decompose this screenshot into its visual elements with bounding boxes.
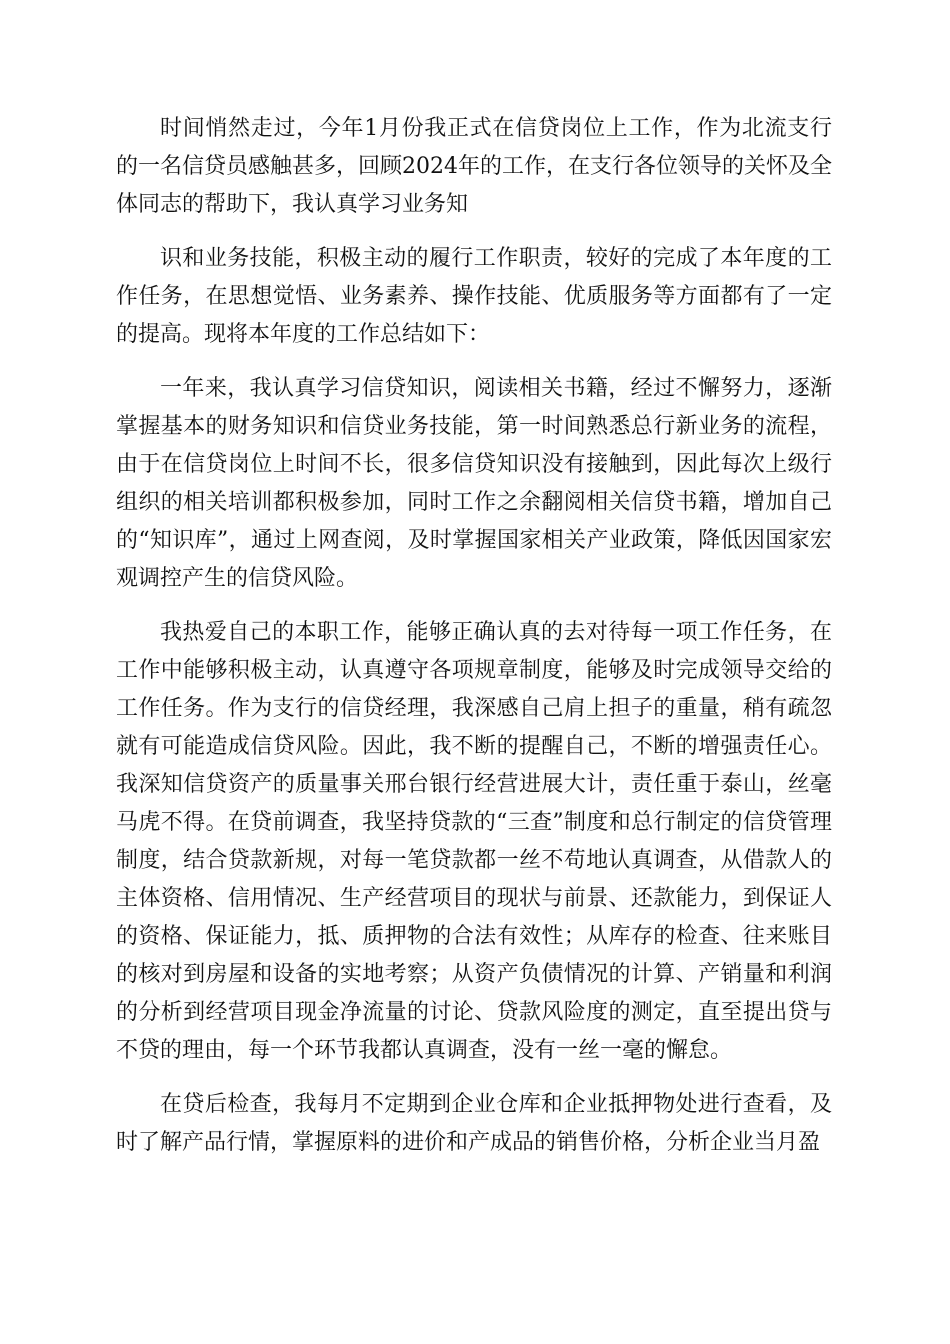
paragraph-intro: 时间悄然走过，今年1月份我正式在信贷岗位上工作，作为北流支行的一名信贷员感触甚多，回顾2024年的工作，在支行各位领导的关怀及全体同志的帮助下，我认真学习业务知 [116, 116, 832, 217]
document-body [116, 110, 832, 1178]
paragraph-post-loan-check: 在贷后检查，我每月不定期到企业仓库和企业抵押物处进行查看，及时了解产品行情，掌握原料的进价和产成品的销售价格，分析企业当月盈 [116, 1092, 832, 1155]
paragraph-learning: 一年来，我认真学习信贷知识，阅读相关书籍，经过不懈努力，逐渐掌握基本的财务知识和信贷业务技能，第一时间熟悉总行新业务的流程，由于在信贷岗位上时间不长，很多信贷知识没有接触到，因此每次上级行组织的相关培训都积极参加，同时工作之余翻阅相关信贷书籍，增加自己的“知识库”，通过上网查阅，及时掌握国家相关产业政策，降低因国家宏观调控产生的信贷风险。 [116, 376, 832, 591]
paragraph-duties: 我热爱自己的本职工作，能够正确认真的去对待每一项工作任务，在工作中能够积极主动，认真遵守各项规章制度，能够及时完成领导交给的工作任务。作为支行的信贷经理，我深感自己肩上担子的重量，稍有疏忽就有可能造成信贷风险。因此，我不断的提醒自己，不断的增强责任心。我深知信贷资产的质量事关邢台银行经营进展大计，责任重于泰山，丝毫马虎不得。在贷前调查，我坚持贷款的“三查”制度和总行制定的信贷管理制度，结合贷款新规，对每一笔贷款都一丝不苟地认真调查，从借款人的主体资格、信用情况、生产经营项目的现状与前景、还款能力，到保证人的资格、保证能力，抵、质押物的合法有效性；从库存的检查、往来账目的核对到房屋和设备的实地考察；从资产负债情况的计算、产销量和利润的分析到经营项目现金净流量的讨论、贷款风险度的测定，直至提出贷与不贷的理由，每一个环节我都认真调查，没有一丝一毫的懈怠。 [116, 620, 832, 1063]
paragraph-skills: 识和业务技能，积极主动的履行工作职责，较好的完成了本年度的工作任务，在思想觉悟、业务素养、操作技能、优质服务等方面都有了一定的提高。现将本年度的工作总结如下： [116, 246, 832, 347]
